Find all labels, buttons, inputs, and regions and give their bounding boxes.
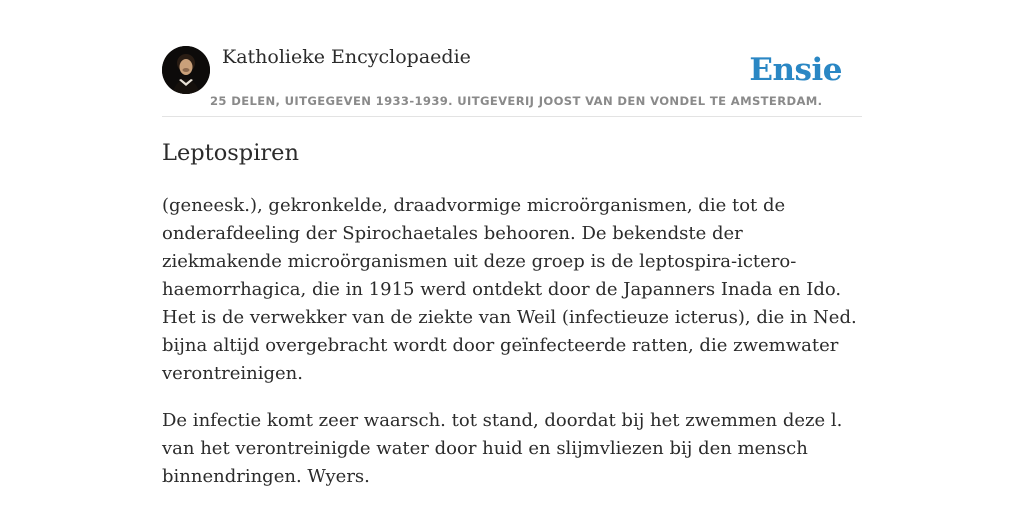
book-avatar[interactable] bbox=[162, 46, 210, 94]
book-title[interactable]: Katholieke Encyclopaedie bbox=[222, 46, 471, 68]
ensie-logo[interactable]: Ensie bbox=[749, 52, 842, 88]
article-body bbox=[162, 192, 862, 510]
book-subtitle: 25 DELEN, UITGEGEVEN 1933-1939. UITGEVERIJ JOOST VAN DEN VONDEL TE AMSTERDAM. bbox=[210, 94, 823, 108]
article-paragraph: De infectie komt zeer waarsch. tot stand, doordat bij het zwemmen deze l. van het verontreinigde water door huid en slijmvliezen bij den mensch binnendringen. Wyers. bbox=[162, 410, 843, 487]
portrait-icon bbox=[162, 46, 210, 94]
article-paragraph: (geneesk.), gekronkelde, draadvormige microörganismen, die tot de onderafdeeling der Spirochaetales behooren. De bekendste der ziekmakende microörganismen uit deze groep is de leptospira-ictero-haemorrhagica, die in 1915 werd ontdekt door de Japanners Inada en Ido. Het is de verwekker van de ziekte van Weil (infectieuze icterus), die in Ned. bijna altijd overgebracht wordt door geïnfecteerde ratten, die zwemwater verontreinigen. bbox=[162, 195, 857, 384]
book-header bbox=[162, 46, 862, 117]
article-title: Leptospiren bbox=[162, 140, 299, 166]
